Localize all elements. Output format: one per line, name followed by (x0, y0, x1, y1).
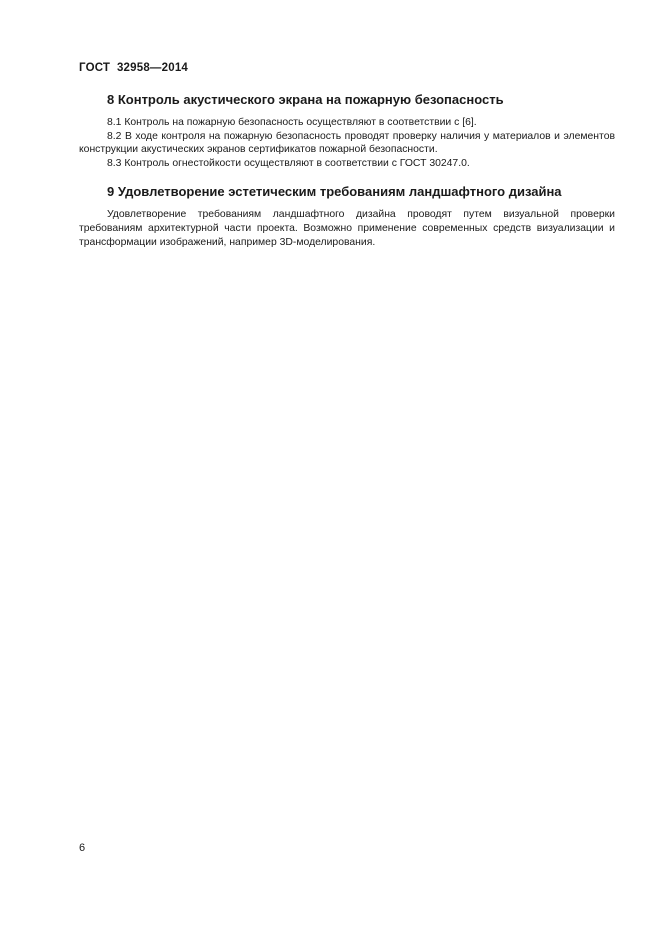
section-heading: 9 Удовлетворение эстетическим требованиям ландшафтного дизайна (107, 184, 562, 200)
section-9 (79, 184, 615, 249)
section-8 (79, 92, 615, 170)
document-body (79, 92, 615, 249)
section-heading: 8 Контроль акустического экрана на пожарную безопасность (107, 92, 504, 107)
paragraph: Удовлетворение требованиям ландшафтного дизайна проводят путем визуальной проверки требованиям архитектурной части проекта. Возможно применение современных средств визуализации и трансформации изображений, например 3D-моделирования. (79, 209, 615, 248)
paragraph: 8.3 Контроль огнестойкости осуществляют в соответствии с ГОСТ 30247.0. (107, 157, 470, 169)
paragraph: 8.1 Контроль на пожарную безопасность осуществляют в соответствии с [6]. (107, 117, 477, 128)
page-number: 6 (79, 842, 86, 854)
document-code-header: ГОСТ 32958—2014 (79, 62, 189, 74)
section-spacer (79, 170, 615, 184)
paragraph: 8.2 В ходе контроля на пожарную безопасность проводят проверку наличия у материалов и элементов конструкции акустических экранов сертификатов пожарной безопасности. (79, 130, 615, 156)
